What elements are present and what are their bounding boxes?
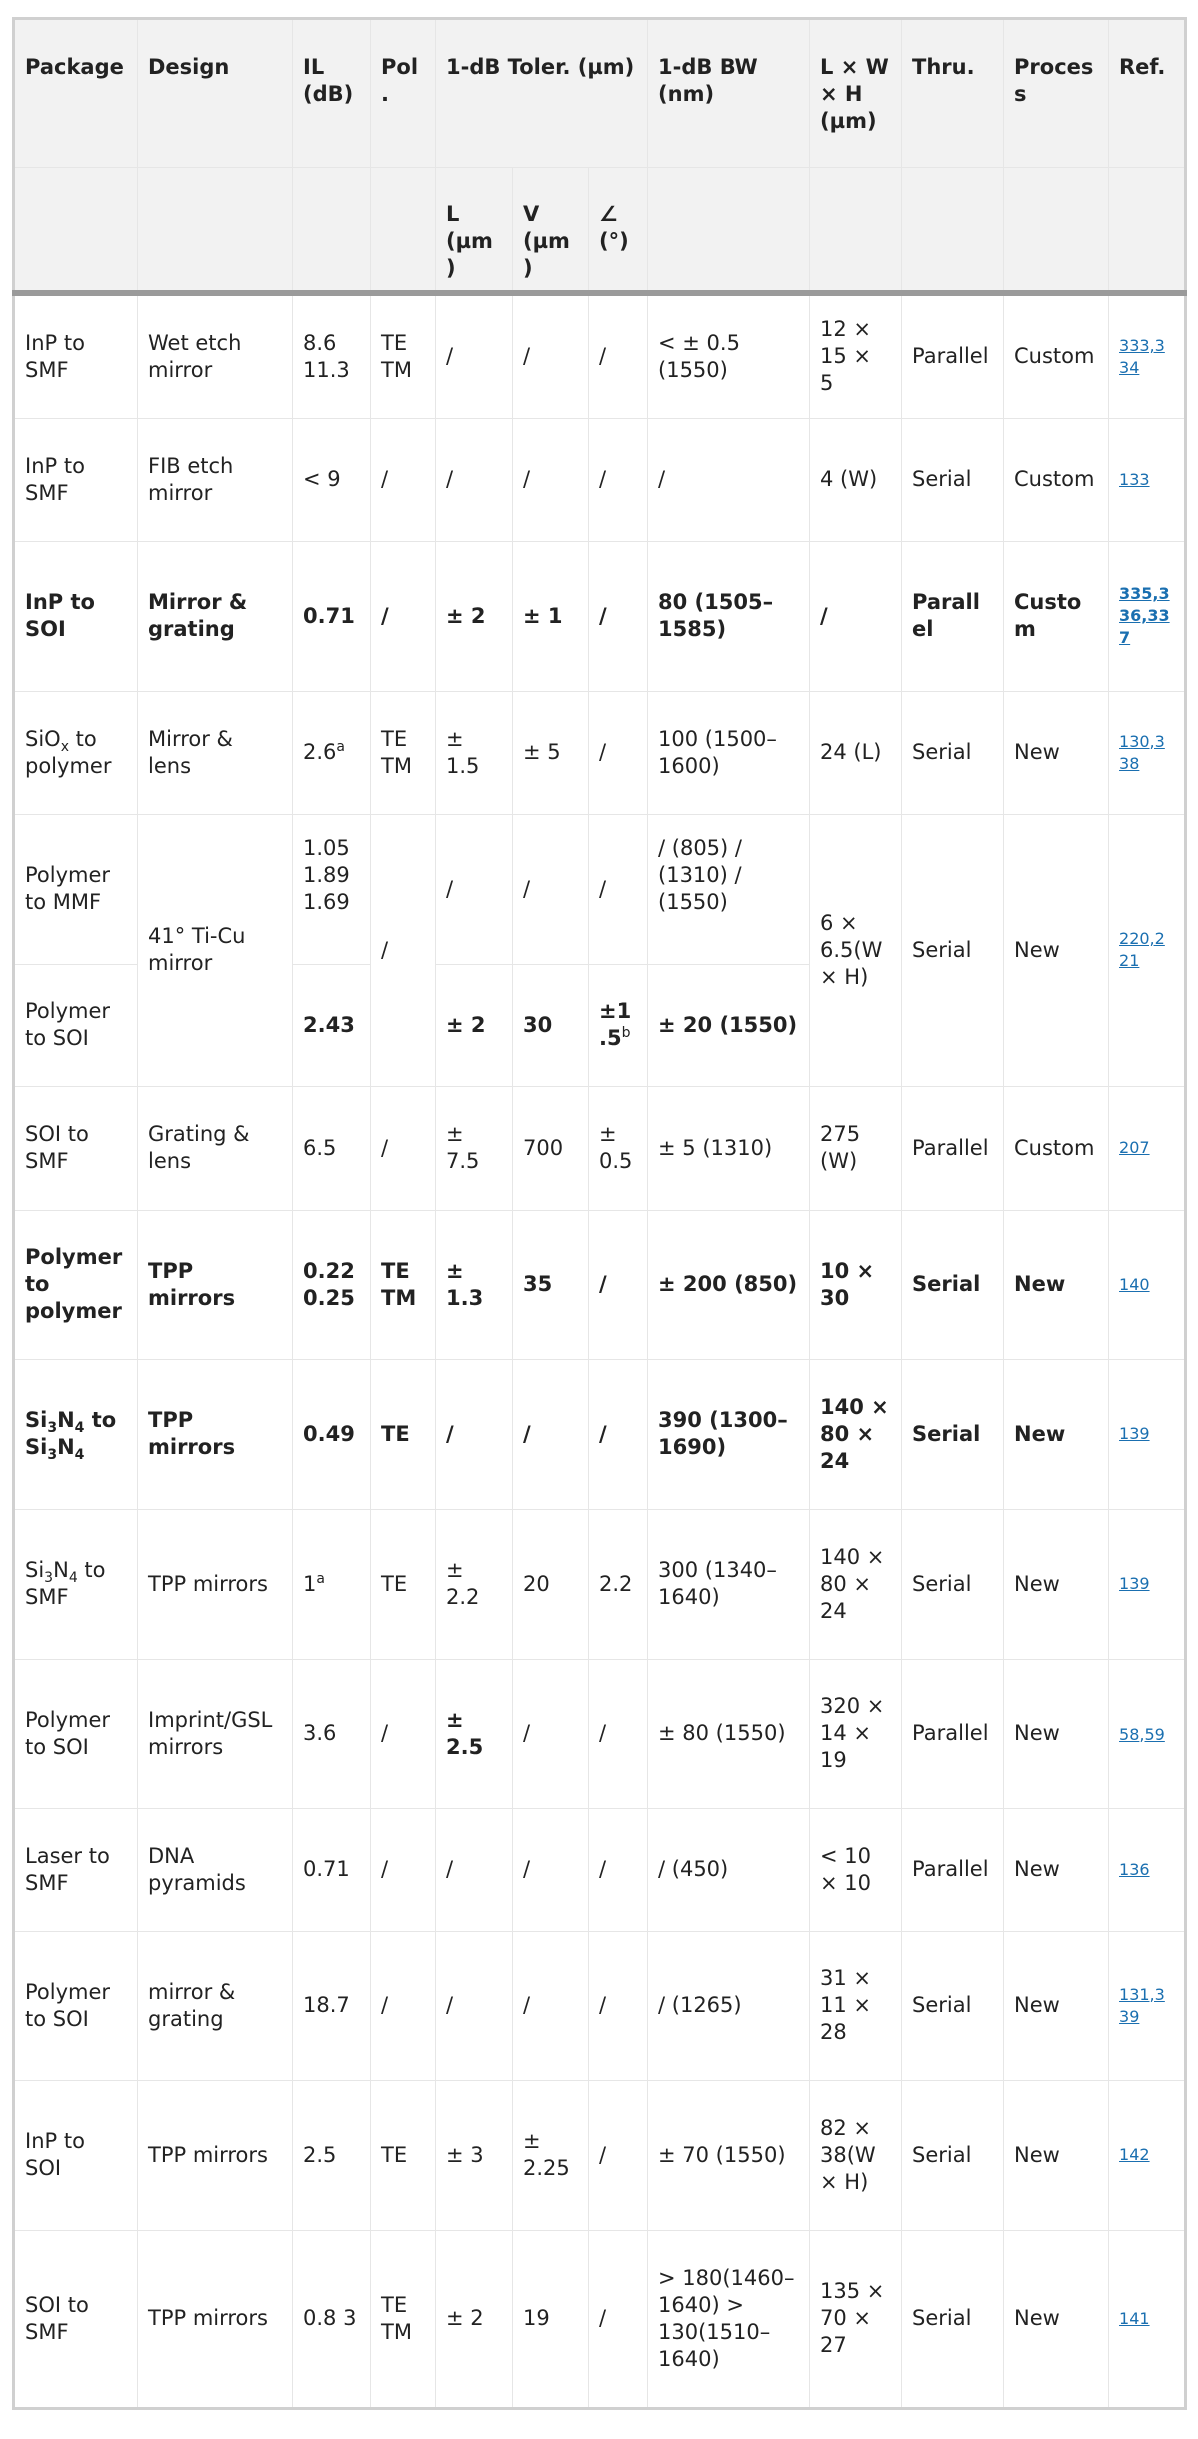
cell-toler-v: / [513,293,589,418]
cell-lwh: 6 × 6.5(W × H) [810,814,902,1086]
cell-process: Custom [1004,541,1109,691]
reference-link[interactable]: 136 [1119,1859,1150,1879]
cell-process: Custom [1004,1086,1109,1210]
package-subscript: 4 [74,1447,85,1464]
cell-toler-l: / [436,814,513,964]
cell-bw: 390 (1300–1690) [648,1359,810,1509]
package-subscript: 3 [44,1570,54,1587]
cell-ref [1109,2080,1186,2230]
cell-design: TPP mirrors [138,1509,293,1659]
header-blank-cell [293,168,371,294]
cell-thru: Serial [902,418,1004,541]
cell-design: 41° Ti-Cu mirror [138,814,293,1086]
cell-toler-angle: / [589,1659,648,1808]
reference-link[interactable]: 133 [1119,469,1150,489]
cell-toler-v: / [513,1931,589,2080]
table-row [14,1210,1186,1359]
header-process: Process [1004,19,1109,168]
cell-package: Polymer to SOI [14,964,138,1086]
cell-thru: Serial [902,2230,1004,2408]
cell-il: 8.6 11.3 [293,293,371,418]
cell-lwh: 12 × 15 × 5 [810,293,902,418]
cell-pol: TE [371,1509,436,1659]
cell-process: New [1004,1359,1109,1509]
header-blank-cell [371,168,436,294]
cell-design: TPP mirrors [138,1359,293,1509]
cell-pol: / [371,541,436,691]
cell-pol: TE TM [371,1210,436,1359]
cell-bw: ± 20 (1550) [648,964,810,1086]
package-subscript: x [60,738,69,755]
cell-design: Grating & lens [138,1086,293,1210]
cell-lwh: 275 (W) [810,1086,902,1210]
cell-package [14,1509,138,1659]
cell-process: New [1004,814,1109,1086]
cell-toler-angle: ± 0.5 [589,1086,648,1210]
header-blank-cell [1004,168,1109,294]
cell-pol: TE [371,1359,436,1509]
cell-lwh: 320 × 14 × 19 [810,1659,902,1808]
cell-thru: Serial [902,1359,1004,1509]
reference-link[interactable]: 142 [1119,2145,1150,2164]
table-row [14,1359,1186,1509]
cell-thru: Serial [902,691,1004,814]
cell-package: SOI to SMF [14,2230,138,2408]
cell-design: DNA pyramids [138,1808,293,1931]
cell-package: SOI to SMF [14,1086,138,1210]
cell-lwh: 140 × 80 × 24 [810,1509,902,1659]
cell-toler-v: ± 2.25 [513,2080,589,2230]
cell-process: New [1004,2230,1109,2408]
cell-lwh: 135 × 70 × 27 [810,2230,902,2408]
cell-toler-angle: / [589,293,648,418]
header-lwh: L × W × H (µm) [810,19,902,168]
cell-toler-v: 35 [513,1210,589,1359]
header-blank-cell [810,168,902,294]
header-row-main [14,19,1186,168]
cell-il: < 9 [293,418,371,541]
cell-thru: Parallel [902,1808,1004,1931]
cell-lwh: 4 (W) [810,418,902,541]
package-subscript: 4 [74,1420,85,1437]
header-toler: 1-dB Toler. (µm) [436,19,648,168]
reference-link[interactable]: 131,339 [1119,1984,1165,2026]
cell-design: Wet etch mirror [138,293,293,418]
cell-toler-v: / [513,1359,589,1509]
il-footnote: a [316,1570,325,1587]
reference-link[interactable]: 220,221 [1119,929,1165,970]
reference-link[interactable]: 130,338 [1119,731,1165,773]
cell-pol: / [371,1659,436,1808]
package-subscript: 3 [47,1447,58,1464]
reference-link[interactable]: 59 [1144,1724,1165,1744]
packaging-comparison-table [12,17,1187,2410]
cell-toler-l: ± 2.5 [436,1659,513,1808]
package-text-post: to polymer [25,726,112,778]
cell-package: Polymer to SOI [14,1931,138,2080]
header-bw: 1-dB BW (nm) [648,19,810,168]
cell-toler-l: ± 1.5 [436,691,513,814]
comparison-table-container [12,17,1184,2410]
cell-design: TPP mirrors [138,2080,293,2230]
cell-il: 0.71 [293,1808,371,1931]
cell-pol: TE TM [371,2230,436,2408]
cell-toler-angle: / [589,2230,648,2408]
cell-pol: / [371,418,436,541]
cell-bw: 80 (1505–1585) [648,541,810,691]
cell-bw: ± 200 (850) [648,1210,810,1359]
cell-process: New [1004,691,1109,814]
cell-toler-v: / [513,1659,589,1808]
cell-design: mirror & grating [138,1931,293,2080]
cell-design: TPP mirrors [138,1210,293,1359]
reference-link[interactable]: 141 [1119,2308,1150,2328]
cell-toler-l: ± 7.5 [436,1086,513,1210]
package-text: Si [25,1408,48,1432]
table-row [14,418,1186,541]
reference-link[interactable]: 139 [1119,1574,1150,1593]
cell-design: Mirror & lens [138,691,293,814]
cell-toler-l: / [436,418,513,541]
cell-toler-l: / [436,1359,513,1509]
cell-ref [1109,691,1186,814]
cell-bw: / [648,418,810,541]
table-row [14,1086,1186,1210]
cell-design: FIB etch mirror [138,418,293,541]
cell-toler-v: / [513,418,589,541]
cell-il: 0.22 0.25 [293,1210,371,1359]
cell-toler-v: / [513,814,589,964]
reference-link[interactable]: 207 [1119,1138,1150,1157]
cell-ref [1109,2230,1186,2408]
package-subscript: 4 [68,1570,78,1587]
cell-lwh: 31 × 11 × 28 [810,1931,902,2080]
cell-toler-v: ± 1 [513,541,589,691]
cell-package: Polymer to SOI [14,1659,138,1808]
cell-pol: TE [371,2080,436,2230]
cell-toler-v: ± 5 [513,691,589,814]
table-row [14,1509,1186,1659]
il-value: 2.6 [303,740,337,764]
cell-thru: Serial [902,1210,1004,1359]
cell-bw: > 180(1460–1640) > 130(1510–1640) [648,2230,810,2408]
package-text: N [57,1435,75,1459]
header-toler-v: V (µm) [513,168,589,294]
cell-il [293,1509,371,1659]
cell-lwh: 10 × 30 [810,1210,902,1359]
header-blank-cell [138,168,293,294]
cell-bw: < ± 0.5 (1550) [648,293,810,418]
cell-process: New [1004,1808,1109,1931]
cell-toler-angle: / [589,1359,648,1509]
cell-ref [1109,1509,1186,1659]
cell-thru: Parallel [902,1659,1004,1808]
cell-package: InP to SOI [14,541,138,691]
table-row [14,1659,1186,1808]
cell-toler-l: ± 1.3 [436,1210,513,1359]
cell-toler-l: ± 2 [436,541,513,691]
cell-toler-angle: / [589,1931,648,2080]
cell-bw: 300 (1340–1640) [648,1509,810,1659]
cell-process: Custom [1004,293,1109,418]
cell-process: New [1004,1659,1109,1808]
cell-bw: ± 80 (1550) [648,1659,810,1808]
cell-toler-angle [589,964,648,1086]
reference-link[interactable]: 139 [1119,1424,1150,1443]
cell-bw: / (805) / (1310) / (1550) [648,814,810,964]
table-row [14,293,1186,418]
table-row [14,2230,1186,2408]
cell-design: Imprint/GSL mirrors [138,1659,293,1808]
angle-value: ±1.5 [599,999,632,1050]
cell-package: InP to SOI [14,2080,138,2230]
cell-toler-angle: / [589,541,648,691]
cell-package: InP to SMF [14,418,138,541]
cell-package: Polymer to MMF [14,814,138,964]
package-text: to Si [25,1408,117,1459]
cell-toler-l: ± 2 [436,964,513,1086]
header-toler-angle: ∠ (°) [589,168,648,294]
cell-ref [1109,541,1186,691]
header-package: Package [14,19,138,168]
cell-il: 2.5 [293,2080,371,2230]
reference-link[interactable]: 333,334 [1119,335,1165,377]
cell-lwh: 24 (L) [810,691,902,814]
cell-thru: Serial [902,2080,1004,2230]
cell-toler-l: ± 2.2 [436,1509,513,1659]
cell-design: TPP mirrors [138,2230,293,2408]
header-blank-cell [14,168,138,294]
cell-process: New [1004,1931,1109,2080]
reference-link[interactable]: 58 [1119,1724,1140,1744]
cell-lwh: 82 × 38(W × H) [810,2080,902,2230]
reference-link[interactable]: 335,336,337 [1119,584,1170,647]
header-ref: Ref. [1109,19,1186,168]
cell-pol: / [371,1808,436,1931]
table-row [14,814,1186,964]
cell-package: InP to SMF [14,293,138,418]
cell-il: 2.43 [293,964,371,1086]
cell-toler-v: 30 [513,964,589,1086]
header-il: IL (dB) [293,19,371,168]
package-text: N [53,1558,69,1582]
cell-toler-angle: / [589,2080,648,2230]
cell-toler-v: 20 [513,1509,589,1659]
cell-bw: / (450) [648,1808,810,1931]
cell-ref [1109,1808,1186,1931]
cell-toler-v: 700 [513,1086,589,1210]
cell-il: 6.5 [293,1086,371,1210]
table-row [14,1808,1186,1931]
cell-thru: Serial [902,1931,1004,2080]
header-row-sub [14,168,1186,294]
table-header [14,19,1186,294]
header-design: Design [138,19,293,168]
cell-thru: Serial [902,814,1004,1086]
table-row [14,541,1186,691]
cell-toler-angle: / [589,418,648,541]
cell-design: Mirror & grating [138,541,293,691]
header-thru: Thru. [902,19,1004,168]
cell-lwh: / [810,541,902,691]
header-blank-cell [1109,168,1186,294]
cell-il: 3.6 [293,1659,371,1808]
cell-il: 1.05 1.89 1.69 [293,814,371,964]
cell-toler-l: / [436,293,513,418]
ref-separator: , [1139,1724,1145,1744]
package-text-pre: SiO [25,726,61,751]
cell-process: Custom [1004,418,1109,541]
cell-toler-angle: / [589,1808,648,1931]
cell-il: 0.8 3 [293,2230,371,2408]
cell-package: Polymer to polymer [14,1210,138,1359]
cell-package [14,1359,138,1509]
table-body [14,293,1186,2408]
cell-ref [1109,1086,1186,1210]
cell-package [14,691,138,814]
package-subscript: 3 [47,1420,58,1437]
header-toler-l: L (µm) [436,168,513,294]
package-text: Si [25,1558,45,1582]
cell-ref [1109,1931,1186,2080]
cell-toler-angle: / [589,1210,648,1359]
cell-lwh: 140 × 80 × 24 [810,1359,902,1509]
cell-toler-v: / [513,1808,589,1931]
cell-thru: Parallel [902,541,1004,691]
cell-thru: Parallel [902,293,1004,418]
cell-thru: Serial [902,1509,1004,1659]
cell-thru: Parallel [902,1086,1004,1210]
cell-process: New [1004,1210,1109,1359]
cell-ref [1109,814,1186,1086]
header-blank-cell [902,168,1004,294]
cell-process: New [1004,1509,1109,1659]
cell-ref [1109,293,1186,418]
cell-pol: / [371,1931,436,2080]
cell-pol: TE TM [371,293,436,418]
cell-il: 0.71 [293,541,371,691]
header-pol: Pol. [371,19,436,168]
cell-bw: 100 (1500–1600) [648,691,810,814]
table-row [14,691,1186,814]
table-row [14,2080,1186,2230]
cell-toler-angle: / [589,691,648,814]
angle-footnote: b [621,1025,631,1041]
cell-lwh: < 10 × 10 [810,1808,902,1931]
cell-toler-l: / [436,1931,513,2080]
cell-pol: / [371,814,436,1086]
cell-il: 18.7 [293,1931,371,2080]
cell-bw: ± 5 (1310) [648,1086,810,1210]
cell-ref [1109,1210,1186,1359]
cell-toler-v: 19 [513,2230,589,2408]
cell-pol: / [371,1086,436,1210]
il-footnote: a [336,739,345,755]
table-row [14,1931,1186,2080]
cell-toler-l: ± 2 [436,2230,513,2408]
cell-toler-l: ± 3 [436,2080,513,2230]
cell-bw: ± 70 (1550) [648,2080,810,2230]
header-blank-cell [648,168,810,294]
cell-process: New [1004,2080,1109,2230]
il-value: 1 [303,1571,317,1596]
cell-ref [1109,1359,1186,1509]
cell-il [293,691,371,814]
cell-toler-angle: 2.2 [589,1509,648,1659]
cell-toler-angle: / [589,814,648,964]
cell-ref [1109,418,1186,541]
cell-package: Laser to SMF [14,1808,138,1931]
cell-il: 0.49 [293,1359,371,1509]
cell-bw: / (1265) [648,1931,810,2080]
cell-pol: TE TM [371,691,436,814]
reference-link[interactable]: 140 [1119,1274,1150,1294]
cell-ref [1109,1659,1186,1808]
cell-toler-l: / [436,1808,513,1931]
package-text: to SMF [25,1558,106,1609]
package-text: N [57,1408,75,1432]
